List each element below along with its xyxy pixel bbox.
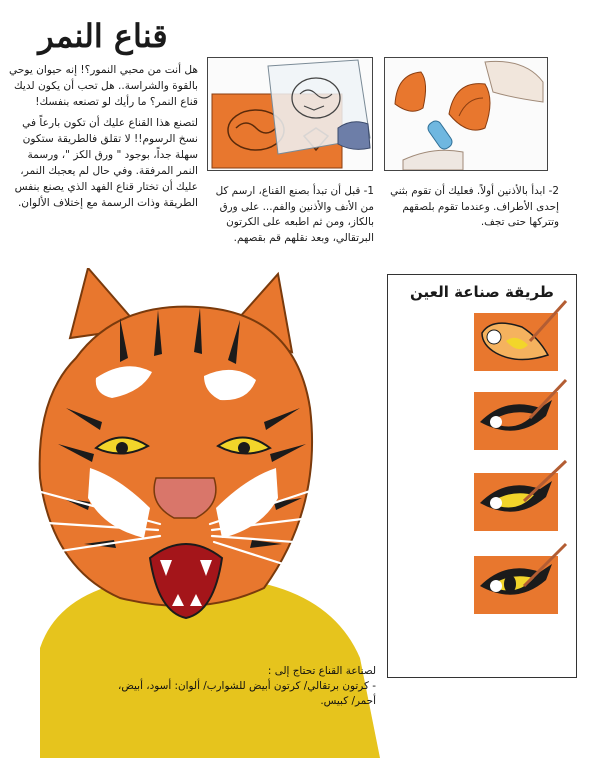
page-title: قناع النمر <box>38 17 168 55</box>
intro-paragraph-2: لتصنع هذا القناع عليك أن تكون بارعاً في نسخ الرسوم!! لا تقلق فالطريقة ستكون سهلة جداً، بوجود " ورق الكز "، ورسمة النمر المرفقة. وفي حال لم يعجبك النمر، عليك أن تختار قناع الفهد الذي يصنع بنفس الطريقة وذات الرسمة مع إختلاف الألوان. <box>14 117 198 209</box>
eye-step-2-drawing <box>474 392 558 450</box>
step-1-text: 1- قبل أن تبدأ بصنع القناع، ارسم كل من الأنف والأذنين والفم... على ورق بالكاز، ومن ثم اطبعه على الكرتون البرتقالي، وبعد نقلهم قم بقصهم. <box>215 185 374 244</box>
eye-step-1-drawing <box>474 313 558 371</box>
eye-step-1 <box>474 313 558 371</box>
eye-step-3-drawing <box>474 473 558 531</box>
eye-step-4 <box>474 556 558 614</box>
eye-step-2 <box>474 392 558 450</box>
eye-step-4-drawing <box>474 556 558 614</box>
step-1-illustration <box>207 57 373 171</box>
step-2-illustration <box>384 57 548 171</box>
eye-panel-title: طريقة صناعة العين <box>410 283 554 301</box>
eye-steps-panel <box>387 274 577 678</box>
intro-text <box>6 62 198 216</box>
tracing-drawing <box>208 58 372 170</box>
ear-gluing-drawing <box>385 58 547 170</box>
step-2-text: 2- ابدأ بالأذنين أولاً. فعليك أن تقوم بثني إحدى الأطراف. وعندما تقوم بلصقهم وتتركها حتى تجف. <box>390 185 559 228</box>
materials-intro: لصناعة القناع تحتاج إلى : <box>267 665 376 677</box>
materials-list: - كرتون برتقالي/ كرتون أبيض للشوارب/ ألوان: أسود، أبيض، أحمر/ كبيس. <box>117 680 376 707</box>
intro-paragraph-1: هل أنت من محبي النمور؟! إنه حيوان يوحي بالقوة والشراسة.. هل تحب أن يكون لديك قناع النمر؟ ما رأيك لو تصنعه بنفسك! <box>8 64 198 108</box>
materials-text <box>116 664 376 709</box>
eye-step-3 <box>474 473 558 531</box>
